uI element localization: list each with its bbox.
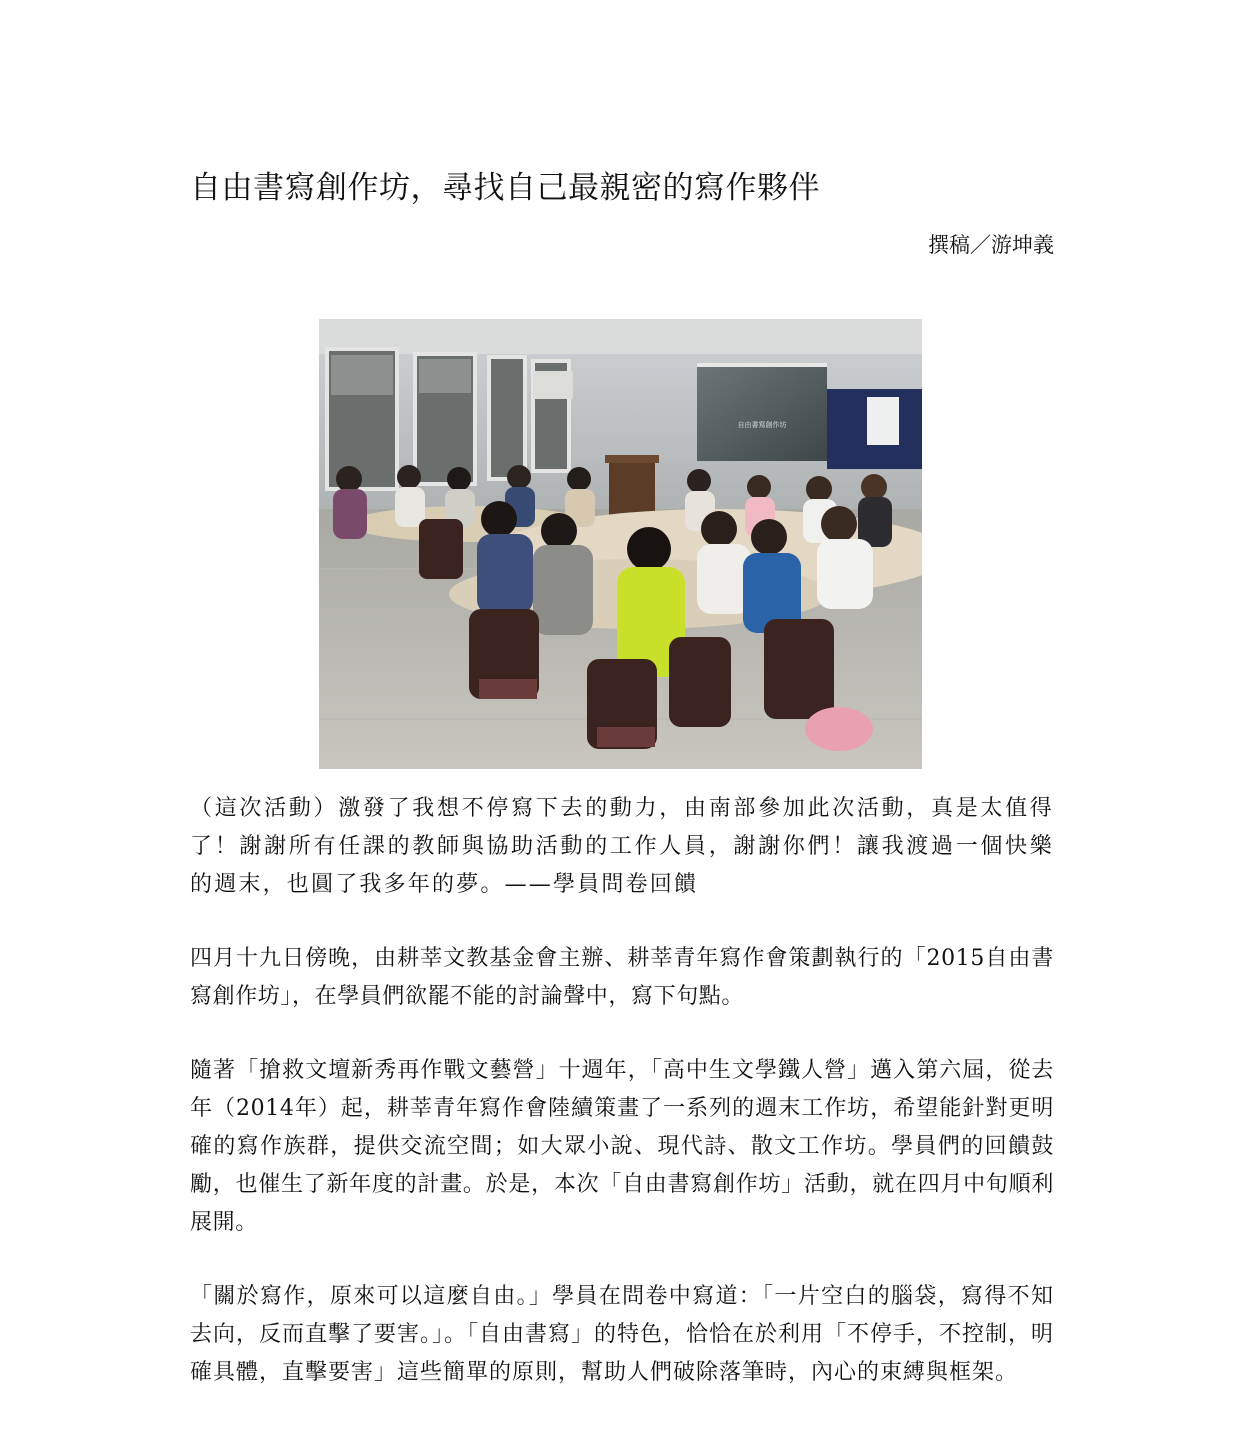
paragraph-2: 隨著「搶救文壇新秀再作戰文藝營」十週年，「高中生文學鐵人營」邁入第六屆，從去年（2014年）起，耕莘青年寫作會陸續策畫了一系列的週末工作坊，希望能針對更明確的寫作族群，提供交流空間；如大眾小說、現代詩、散文工作坊。學員們的回饋鼓勵，也催生了新年度的計畫。於是，本次「自由書寫創作坊」活動，就在四月中旬順利展開。: [190, 1058, 1054, 1235]
workshop-photo: [319, 319, 922, 769]
paragraph-1: 四月十九日傍晚，由耕莘文教基金會主辦、耕莘青年寫作會策劃執行的「2015自由書寫創作坊」，在學員們欲罷不能的討論聲中，寫下句點。: [190, 946, 1054, 1009]
slide-text: 自由書寫創作坊: [737, 421, 787, 429]
paragraph-3: 「關於寫作，原來可以這麼自由。」學員在問卷中寫道：「一片空白的腦袋，寫得不知去向，反而直擊了要害。」。「自由書寫」的特色，恰恰在於利用「不停手，不控制，明確具體，直擊要害」這些簡單的原則，幫助人們破除落筆時，內心的束縛與框架。: [190, 1284, 1055, 1385]
byline: 撰稿／游坤義: [928, 233, 1054, 257]
article-title: 自由書寫創作坊，尋找自己最親密的寫作夥伴: [190, 170, 820, 206]
reader-quote: （這次活動）激發了我想不停寫下去的動力，由南部參加此次活動，真是太值得了！謝謝所有任課的教師與協助活動的工作人員，謝謝你們！讓我渡過一個快樂的週末，也圓了我多年的夢。——學員問卷回饋: [190, 796, 1054, 897]
